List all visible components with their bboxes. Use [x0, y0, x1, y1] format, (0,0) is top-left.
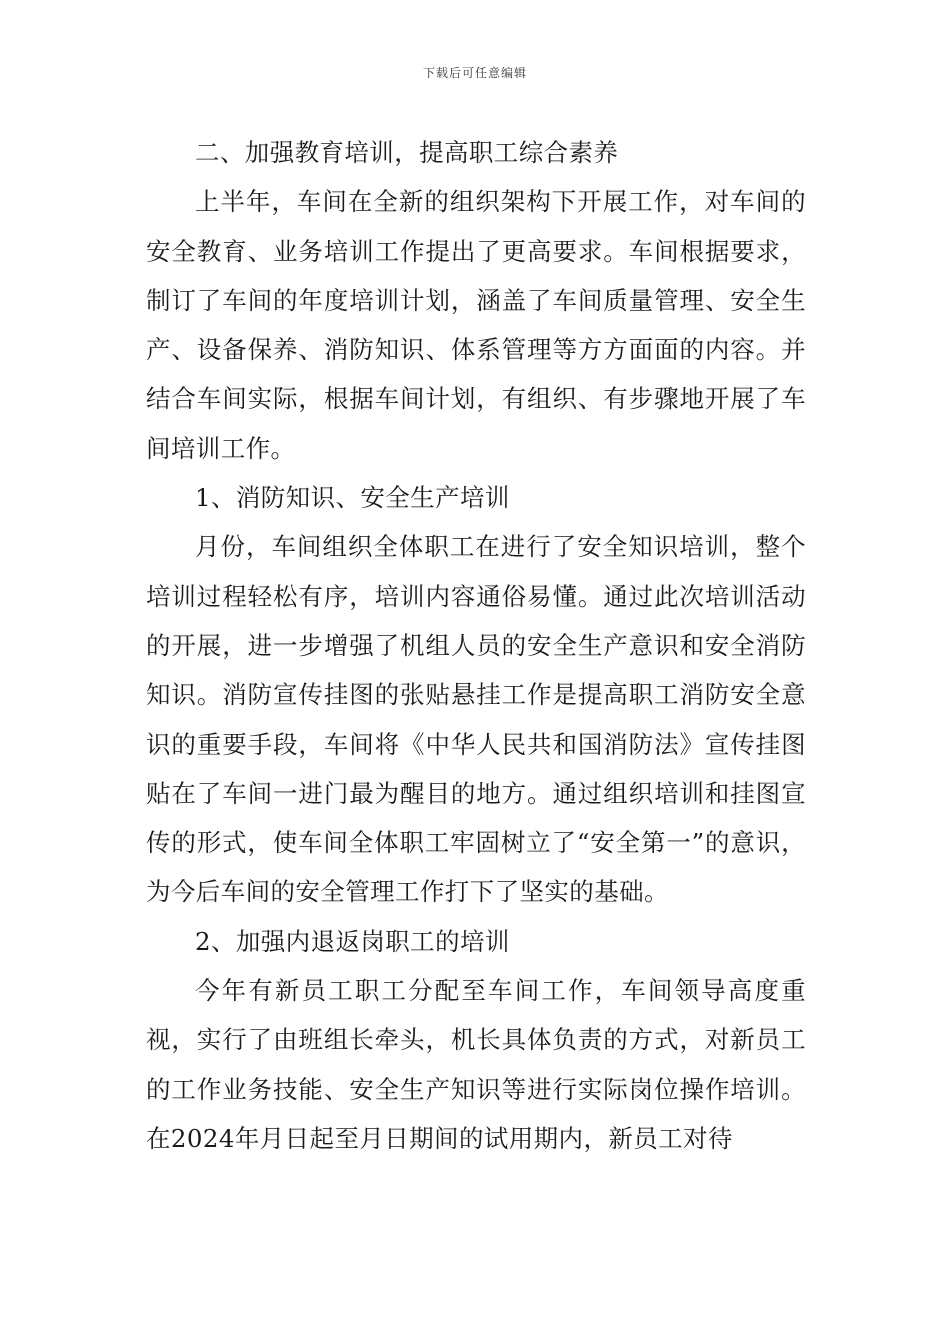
- section-heading: 二、加强教育培训，提高职工综合素养: [195, 138, 619, 167]
- body-paragraph: 月份，车间组织全体职工在进行了安全知识培训，整个培训过程轻松有序，培训内容通俗易懂。通过此次培训活动的开展，进一步增强了机组人员的安全生产意识和安全消防知识。消防宣传挂图的张贴悬挂工作是提高职工消防安全意识的重要手段，车间将《中华人民共和国消防法》宣传挂图贴在了车间一进门最为醒目的地方。通过组织培训和挂图宣传的形式，使车间全体职工牢固树立了“安全第一”的意识，为今后车间的安全管理工作打下了坚实的基础。: [146, 532, 806, 907]
- subsection-heading: 1、消防知识、安全生产培训: [195, 483, 510, 513]
- body-paragraph: 今年有新员工职工分配至车间工作，车间领导高度重视，实行了由班组长牵头，机长具体负责的方式，对新员工的工作业务技能、安全生产知识等进行实际岗位操作培训。在2024年月日起至月日期间的试用期内，新员工对待: [146, 976, 806, 1153]
- subsection-heading: 2、加强内退返岗职工的培训: [195, 926, 510, 956]
- body-paragraph: 上半年，车间在全新的组织架构下开展工作，对车间的安全教育、业务培训工作提出了更高要求。车间根据要求，制订了车间的年度培训计划，涵盖了车间质量管理、安全生产、设备保养、消防知识、体系管理等方方面面的内容。并结合车间实际，根据车间计划，有组织、有步骤地开展了车间培训工作。: [146, 187, 806, 463]
- document-body: [146, 128, 806, 1163]
- page-header-note: 下载后可任意编辑: [422, 66, 527, 80]
